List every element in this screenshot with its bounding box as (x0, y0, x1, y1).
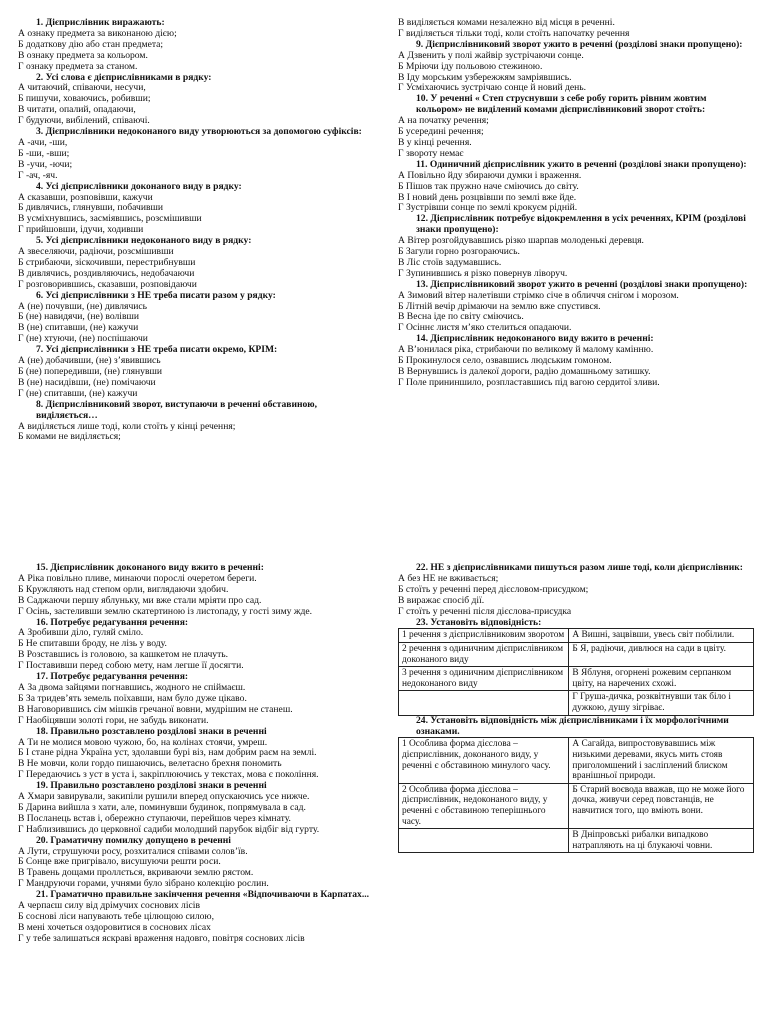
table-cell: 1 речення з дієприслівниковим зворотом (399, 629, 569, 643)
answer-option: В виділяється комами незалежно від місця в реченні. (398, 18, 615, 28)
answer-option: В усміхнувшись, засміявшись, розсмішивши (18, 214, 202, 225)
answer-option: Б (не) попередивши, (не) глянувши (18, 367, 163, 377)
answer-option: В у кінці речення. (398, 137, 472, 148)
bottom-right-column (398, 563, 754, 853)
answer-option: Г Наблизившись до церковної садиби молодший парубок відбіг від гурту. (18, 824, 320, 835)
answer-option: Г прийшовши, ідучи, ходивши (18, 225, 144, 236)
answer-option: Б додаткову дію або стан предмета; (18, 39, 164, 50)
answer-option: Г стоїть у реченні після дієслова-присудка (398, 606, 572, 617)
table-cell: А Вишні, зацвівши, увесь світ побілили. (569, 629, 754, 643)
question-heading: 6. Усі дієприслівники з НЕ треба писати разом у рядку: (36, 289, 276, 301)
answer-option: А сказавши, розповівши, кажучи (18, 192, 153, 203)
table-row (399, 829, 754, 853)
answer-option: Б стрибаючи, зіскочивши, перестрибнувши (18, 257, 196, 268)
question-heading: 4. Усі дієприслівники доконаного виду в рядку: (36, 180, 242, 192)
answer-option: Б Сонце вже пригрівало, висушуючи решти роси. (18, 857, 221, 868)
answer-option: Г Передаючись з уст в уста і, закріплюючись у текстах, мова є покоління. (18, 770, 319, 781)
answer-option: Б Літній вечір дрімаючи на землю вже спустився. (398, 301, 601, 312)
table-cell: Г Груша-дичка, розквітнувши так біло і дужкою, душу зігріває. (569, 691, 754, 715)
answer-option: Б Прокинулося село, озвавшись людським гомоном. (398, 356, 612, 367)
answer-option: В Ліс стоїв задумавшись. (398, 257, 502, 268)
answer-option: Г Поле прининшило, розпластавшись під вагою сердитої зливи. (398, 377, 660, 388)
table-cell: Б Я, радіючи, дивлюся на сади в цвіту. (569, 643, 754, 667)
answer-option: Б стоїть у реченні перед дієсловом-присудком; (398, 584, 589, 595)
table-cell: 3 речення з одиничним дієприслівником недоконаного виду (399, 667, 569, 691)
answer-option: Г (не) хтуючи, (не) поспішаючи (18, 334, 148, 345)
question-heading: 9. Дієприслівниковий зворот ужито в реченні (розділові знаки пропущено): (416, 38, 743, 50)
answer-option: Б усередині речення; (398, 127, 484, 138)
question-heading: 16. Потребує редагування речення: (36, 616, 189, 628)
question-heading: 2. Усі слова є дієприслівниками в рядку: (36, 71, 212, 83)
matching-table (398, 628, 754, 715)
answer-option: В Вернувшись із далекої дороги, радію домашньому затишку. (398, 367, 651, 377)
table-row (399, 783, 754, 828)
table-cell: 2 Особлива форма дієслова – дієприслівник, недоконаного виду, у реченні є обставиною теперішнього часу. (399, 783, 569, 828)
answer-option: Б Не спитавши броду, не лізь у воду. (18, 639, 167, 650)
answer-option: А Хмари завирували, закипіли рушили вперед опускаючись усе нижче. (18, 792, 310, 803)
answer-option: Б Загули горно розгораючись. (398, 247, 520, 258)
table-cell: Б Старий воєвода вважав, що не може його дочка, живучи серед повстанців, не навчитися того, що вміють вони. (569, 783, 754, 828)
answer-option: В Посланець встав і, обережно ступаючи, перейшов через кімнату. (18, 813, 291, 824)
answer-option: Б -ши, -вши; (18, 148, 70, 159)
answer-option: А на початку речення; (398, 116, 489, 127)
answer-option: Г Поставивши перед собою мету, нам легше її досягти. (18, 661, 244, 672)
question-heading: 15. Дієприслівник доконаного виду вжито в реченні: (36, 562, 264, 573)
answer-option: А Лути, струшуючи росу, розхиталися співами солов’їв. (18, 846, 248, 857)
answer-option: А виділяється лише тоді, коли стоїть у кінці речення; (18, 421, 236, 432)
question-heading: 10. У реченні « Степ струснувши з себе робу горить рівним жовтим кольором» не виділений комами дієприслівниковий зворот стоїть: (416, 93, 707, 116)
answer-option: А без НЕ не вживається; (398, 573, 499, 584)
answer-option: Б Кружляють над степом орли, виглядаючи здобич. (18, 584, 229, 595)
answer-option: Г Усміхаючись зустрічаю сонце й новий день. (398, 83, 587, 94)
answer-option: Г звороту немає (398, 148, 464, 159)
answer-option: А За двома зайцями погнавшись, жодного не спіймаєш. (18, 682, 246, 693)
table-row (399, 738, 754, 783)
answer-option: В ознаку предмета за кольором. (18, 50, 148, 61)
answer-option: А черпаєш силу від дрімучих соснових лісів (18, 901, 200, 912)
answer-option: А Зробивши діло, гуляй сміло. (18, 628, 144, 639)
answer-option: В Розставшись із головою, за кашкетом не плачуть. (18, 650, 229, 661)
answer-option: Г (не) спитавши, (не) кажучи (18, 388, 138, 399)
answer-option: А -ачи, -ши, (18, 137, 68, 148)
table-cell (399, 829, 569, 853)
table-cell: 1 Особлива форма дієслова – дієприслівник, доконаного виду, у реченні є обставиною минулого часу. (399, 738, 569, 783)
answer-option: Б дивлячись, глянувши, побачивши (18, 203, 164, 214)
answer-option: А (не) почувши, (не) дивлячись (18, 301, 148, 312)
table-row (399, 691, 754, 715)
answer-option: В читати, опалий, опадаючи, (18, 105, 136, 116)
answer-option: В мені хочеться оздоровитися в соснових лісах (18, 922, 211, 933)
answer-option: А читаючий, співаючи, несучи, (18, 83, 146, 94)
table-cell: В Дніпровські рибалки випадково натрапляють на ці блукаючі човни. (569, 829, 754, 853)
question-heading: 5. Усі дієприслівники недоконаного виду в рядку: (36, 235, 252, 247)
answer-option: Б Мріючи іду польовою стежиною. (398, 61, 543, 72)
table-row (399, 667, 754, 691)
answer-option: Г Зупинившись я різко повернув ліворуч. (398, 268, 568, 279)
answer-option: В дивлячись, роздивляючись, недобачаючи (18, 268, 195, 279)
answer-option: Б соснові ліси напувають тебе цілющою силою, (18, 912, 215, 922)
answer-option: А Повільно йду збираючи думки і враження. (398, 170, 582, 181)
answer-option: В Саджаючи першу яблуньку, ми вже стали мріяти про сад. (18, 595, 262, 606)
question-heading: 3. Дієприслівники недоконаного виду утворюються за допомогою суфіксів: (36, 126, 362, 138)
answer-option: А Ріка повільно пливе, минаючи порослі очеретом береги. (18, 573, 257, 584)
answer-option: Г розговорившись, сказавши, розповідаючи (18, 279, 197, 290)
table-cell: 2 речення з одиничним дієприслівником доконаного виду (399, 643, 569, 667)
top-left-column (18, 18, 380, 443)
bottom-left-column (18, 563, 380, 945)
question-heading: 8. Дієприслівниковий зворот, виступаючи в реченні обставиною, виділяється… (36, 398, 318, 421)
question-heading: 24. Установіть відповідність між дієприслівниками і їх морфологічними ознаками. (416, 714, 729, 737)
answer-option: В Травень дощами проллється, вкриваючи землю рястом. (18, 868, 254, 879)
question-heading: 18. Правильно розставлено розділові знаки в реченні (36, 725, 267, 737)
question-heading: 1. Дієприслівник виражають: (36, 17, 165, 28)
answer-option: В Наговорившись сім мішків гречаної вовни, мудрішим не станеш. (18, 704, 293, 715)
answer-option: В (не) спитавши, (не) кажучи (18, 323, 139, 334)
table-cell (399, 691, 569, 715)
answer-option: А ознаку предмета за виконаною дією; (18, 28, 177, 39)
question-heading: 13. Дієприслівниковий зворот ужито в реченні (розділові знаки пропущено): (416, 278, 748, 290)
table-row (399, 643, 754, 667)
question-heading: 19. Правильно розставлено розділові знаки в реченні (36, 780, 267, 792)
answer-option: В виражає спосіб дії. (398, 595, 485, 606)
answer-option: Б Пішов так пружно наче сміючись до світу. (398, 181, 579, 192)
table-cell: В Яблуня, огорнені рожевим серпанком цвіту, на наречених схожі. (569, 667, 754, 691)
answer-option: Г Мандруючи горами, учнями було зібрано колекцію рослин. (18, 879, 269, 890)
answer-option: А Вітер розгойдувавшись різко шарпав молоденькі деревця. (398, 236, 644, 247)
answer-option: А В’юнилася ріка, стрибаючи по великому й малому камінню. (398, 345, 654, 356)
answer-option: Б (не) навидячи, (не) волівши (18, 312, 140, 323)
answer-option: Г Наобіцявши золоті гори, не забудь виконати. (18, 715, 209, 726)
answer-option: Б І стане рідна Україна уст, здолавши бурі віз, нам добрим раєм на землі. (18, 748, 317, 759)
question-heading: 11. Одиничний дієприслівник ужито в реченні (розділові знаки пропущено): (416, 158, 747, 170)
answer-option: Г -ач, -яч. (18, 170, 58, 181)
top-right-column (398, 18, 754, 389)
question-heading: 7. Усі дієприслівники з НЕ треба писати окремо, КРІМ: (36, 344, 278, 356)
answer-option: А Ти не молися мовою чужою, бо, на колінах стоячи, умреш. (18, 737, 268, 748)
answer-option: Б пишучи, ховаючись, робивши; (18, 94, 151, 105)
answer-option: Г виділяється тільки тоді, коли стоїть напочатку речення (398, 28, 630, 39)
answer-option: Г Осіннє листя м’яко стелиться опадаючи. (398, 323, 572, 334)
answer-option: В Весна іде по світу сміючись. (398, 312, 524, 323)
matching-table (398, 737, 754, 853)
answer-option: В (не) насидівши, (не) помічаючи (18, 377, 156, 388)
answer-option: Г Осінь, застеливши землю скатертиною із листопаду, у гості зиму жде. (18, 606, 313, 617)
answer-option: Б Дарина вийшла з хати, але, поминувши будинок, попрямувала в сад. (18, 802, 306, 813)
answer-option: А Дзвенить у полі жайвір зустрічаючи сонце. (398, 50, 584, 61)
answer-option: Г будуючи, вибілений, співаючі. (18, 116, 150, 127)
question-heading: 17. Потребує редагування речення: (36, 671, 189, 683)
answer-option: А (не) добачивши, (не) з’явившись (18, 356, 161, 367)
answer-option: В Не мовчи, коли гордо пишаючись, велетасно брехня пономить (18, 759, 282, 770)
answer-option: Г у тебе залишаться яскраві враження надовго, повітря соснових лісів (18, 933, 305, 944)
answer-option: В І новий день розцвівши по землі вже йде. (398, 192, 577, 203)
answer-option: Б комами не виділяється; (18, 432, 121, 443)
answer-option: А Зимовий вітер налетівши стрімко січе в обличчя снігом і морозом. (398, 290, 679, 301)
question-heading: 21. Граматично правильне закінчення речення «Відпочиваючи в Карпатах... (36, 889, 370, 901)
answer-option: Г Зустрівши сонце по землі крокуєм рідній. (398, 203, 578, 214)
table-row (399, 629, 754, 643)
question-heading: 22. НЕ з дієприслівниками пишуться разом лише тоді, коли дієприслівник: (416, 562, 743, 573)
answer-option: Г ознаку предмета за станом. (18, 61, 138, 72)
table-cell: А Сагайда, випростовувавшись між низькими деревами, якусь мить стояв приголомшений і засліплений блиском вранішньої природи. (569, 738, 754, 783)
question-heading: 12. Дієприслівник потребує відокремлення в усіх реченнях, КРІМ (розділові знаки пропущено): (416, 213, 746, 236)
answer-option: В Іду морським узбережжям замріявшись. (398, 72, 572, 83)
answer-option: В -учи, -ючи; (18, 159, 73, 170)
question-heading: 14. Дієприслівник недоконаного виду вжито в реченні: (416, 333, 654, 345)
question-heading: 20. Граматичну помилку допущено в реченні (36, 834, 231, 846)
question-heading: 23. Установіть відповідність: (416, 616, 542, 628)
answer-option: А звеселяючи, радіючи, розсмішивши (18, 247, 174, 258)
answer-option: Б За тридев’ять земель поїхавши, нам було дуже цікаво. (18, 693, 247, 704)
